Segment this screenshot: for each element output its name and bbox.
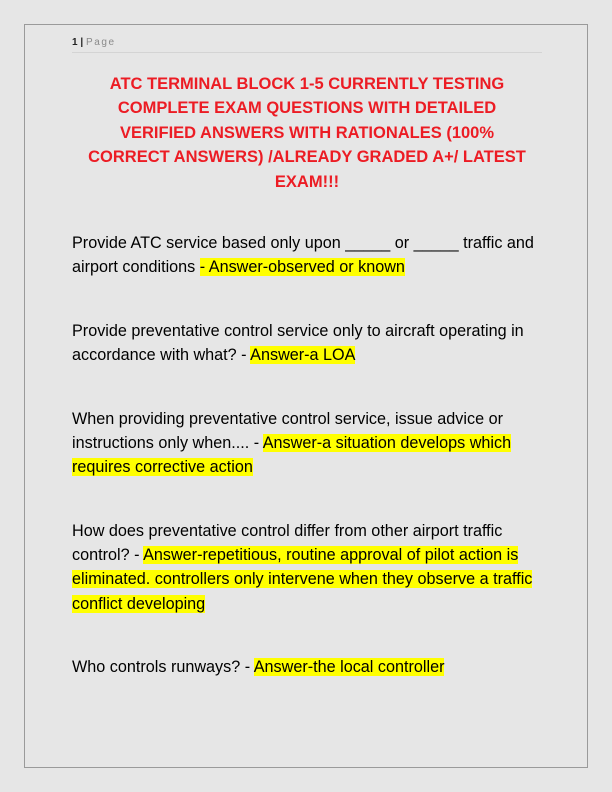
question-text: Who controls runways? - (72, 658, 254, 676)
question-text: Provide preventative control service only to aircraft operating in accordance with what? - (72, 322, 524, 365)
qa-item-1 (72, 231, 542, 279)
document-page (24, 24, 588, 768)
qa-item-2 (72, 319, 542, 367)
answer-text: Answer-repetitious, routine approval of pilot action is eliminated. controllers only intervene when they observe a traffic conflict developing (72, 546, 533, 613)
document-title: ATC TERMINAL BLOCK 1-5 CURRENTLY TESTING COMPLETE EXAM QUESTIONS WITH DETAILED VERIFIED ANSWERS WITH RATIONALES (100% CORRECT ANSWERS) /ALREADY GRADED A+/ LATEST EXAM!!! (88, 75, 526, 191)
answer-text: Answer-a situation develops which requires corrective action (72, 434, 512, 477)
qa-item-4 (72, 519, 542, 616)
answer-text: Answer-the local controller (253, 658, 445, 676)
qa-item-3 (72, 407, 542, 480)
answer-text: - Answer-observed or known (199, 258, 405, 277)
page-number: 1 (72, 37, 78, 48)
page-header (72, 36, 542, 53)
answer-text: Answer-a LOA (250, 346, 356, 365)
question-text: How does preventative control differ from other airport traffic control? - (72, 522, 503, 565)
question-text: Provide ATC service based only upon _____ or _____ traffic and airport conditions (72, 234, 534, 277)
qa-item-5 (72, 655, 542, 679)
question-text: When providing preventative control service, issue advice or instructions only when.... - (72, 410, 503, 453)
page-separator: | (80, 37, 84, 48)
page-label: Page (85, 37, 116, 48)
